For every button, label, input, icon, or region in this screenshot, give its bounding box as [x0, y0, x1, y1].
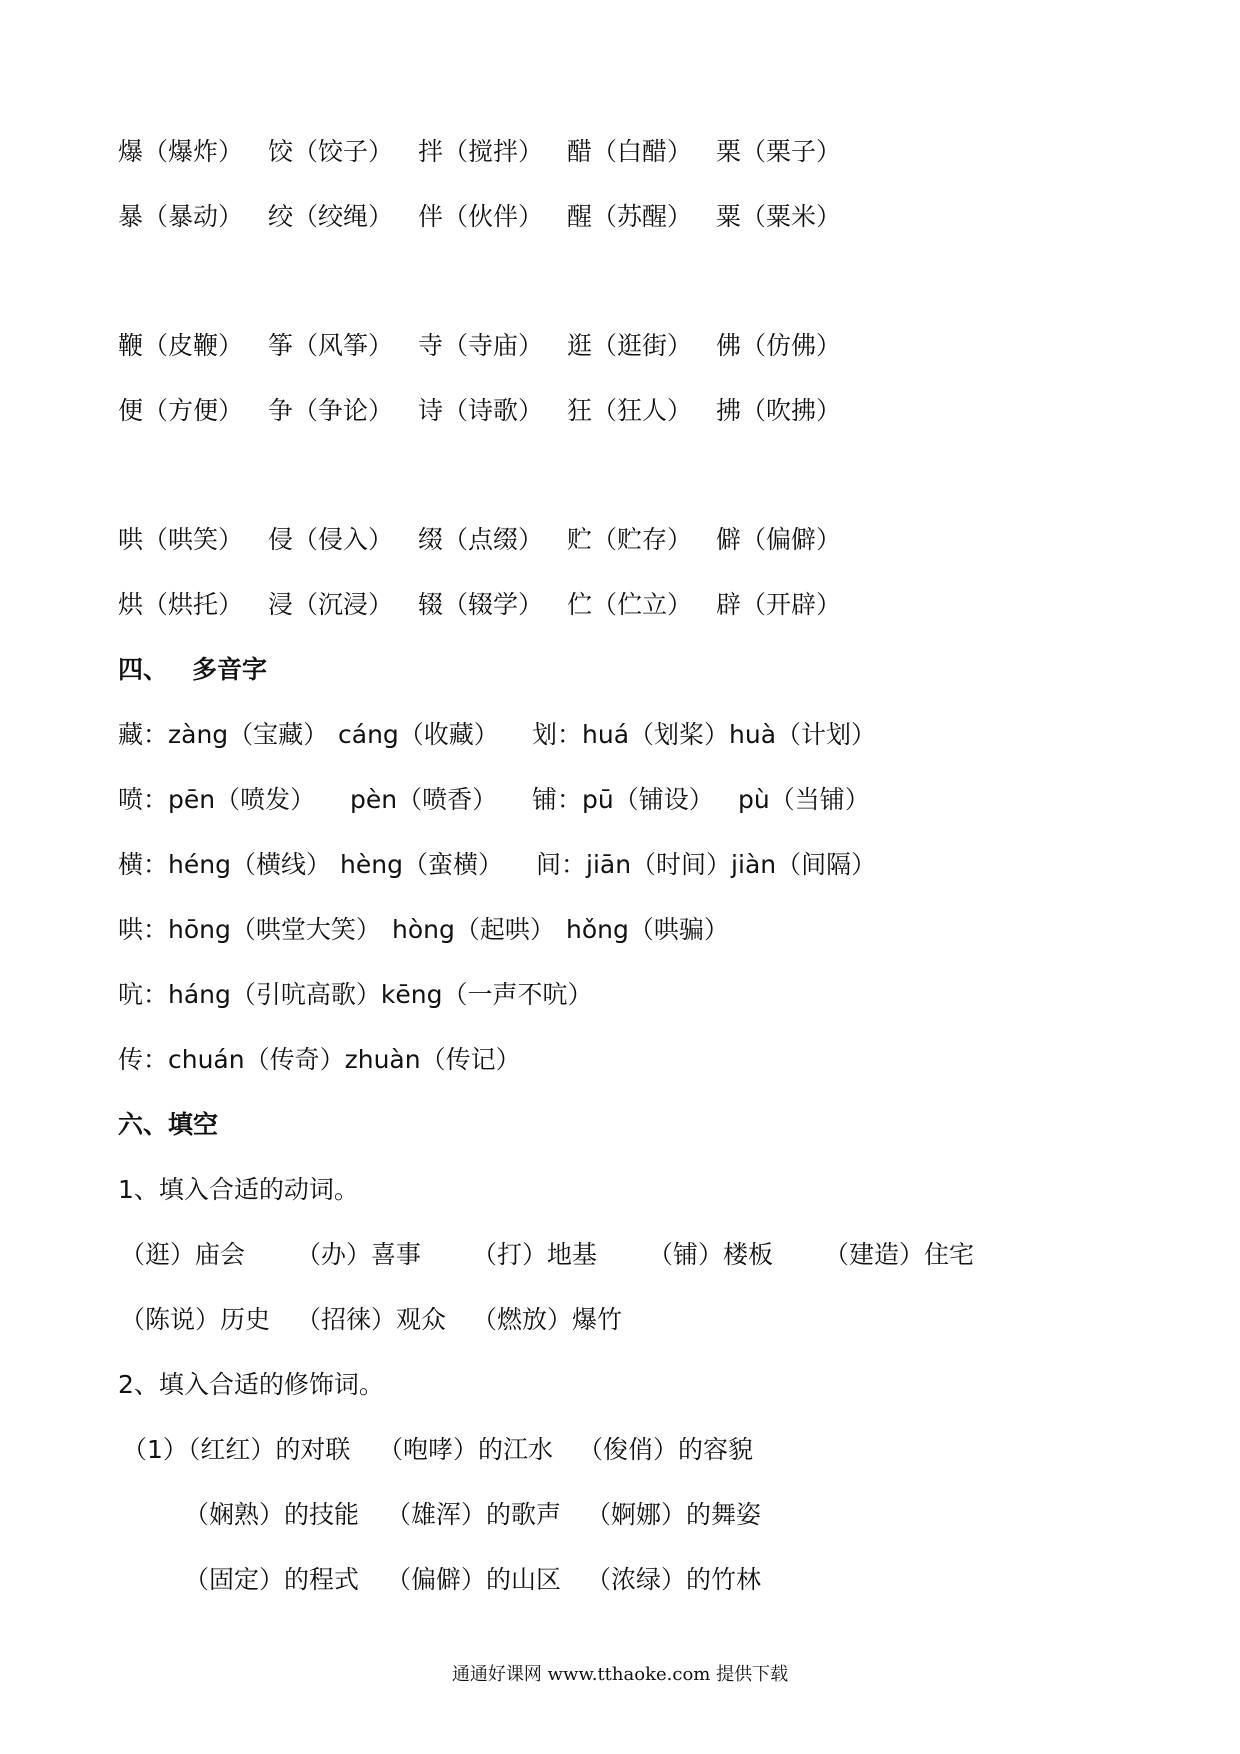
answer-entry: （咆哮）的江水 — [378, 1435, 554, 1464]
char-entry: 醋（白醋） — [567, 137, 693, 166]
char-entry: 贮（贮存） — [567, 525, 693, 554]
char-entry: 诗（诗歌） — [418, 396, 544, 425]
polyphone-entry: cáng（收藏） — [338, 720, 499, 749]
char-entry: 伴（伙伴） — [418, 202, 544, 231]
char-entry: 筝（风筝） — [268, 331, 394, 360]
char-entry: 暴（暴动） — [118, 202, 244, 231]
char-entry: 拌（搅拌） — [418, 137, 544, 166]
char-entry: 伫（伫立） — [567, 590, 693, 619]
char-entry: 佛（仿佛） — [716, 331, 842, 360]
answer-entry: （铺）楼板 — [648, 1240, 774, 1269]
char-entry: 哄（哄笑） — [118, 525, 244, 554]
polyphone-entry: 间：jiān（时间）jiàn（间隔） — [536, 850, 877, 879]
polyphone-entry: 横：héng（横线） — [118, 850, 331, 879]
answer-entry: （俊俏）的容貌 — [578, 1435, 754, 1464]
polyphone-entry: 传：chuán（传奇）zhuàn（传记） — [118, 1045, 521, 1074]
answer-entry: （办）喜事 — [296, 1240, 422, 1269]
char-entry: 饺（饺子） — [268, 137, 394, 166]
section-number: 四、 — [118, 655, 169, 684]
polyphone-entry: 划：huá（划桨）huà（计划） — [532, 720, 877, 749]
answer-entry: （逛）庙会 — [120, 1240, 246, 1269]
answer-entry: （浓绿）的竹林 — [586, 1565, 762, 1594]
char-entry: 便（方便） — [118, 396, 244, 425]
page-footer: 通通好课网 www.tthaoke.com 提供下载 — [451, 1664, 789, 1685]
polyphone-entry: hòng（起哄） — [392, 915, 555, 944]
answer-entry: （偏僻）的山区 — [386, 1565, 562, 1594]
char-entry: 鞭（皮鞭） — [118, 331, 244, 360]
char-entry: 醒（苏醒） — [567, 202, 693, 231]
question-prompt: 2、填入合适的修饰词。 — [118, 1370, 384, 1399]
answer-entry: （建造）住宅 — [824, 1240, 975, 1269]
char-entry: 侵（侵入） — [268, 525, 394, 554]
answer-entry: （燃放）爆竹 — [472, 1305, 623, 1334]
char-entry: 浸（沉浸） — [268, 590, 394, 619]
answer-entry: （1）（红红）的对联 — [122, 1435, 351, 1464]
section-title: 六、填空 — [118, 1110, 219, 1139]
answer-entry: （招徕）观众 — [296, 1305, 447, 1334]
polyphone-entry: 哄：hōng（哄堂大笑） — [118, 915, 381, 944]
polyphone-entry: 铺：pū（铺设） — [532, 785, 714, 814]
answer-entry: （雄浑）的歌声 — [386, 1500, 562, 1529]
char-entry: 粟（粟米） — [716, 202, 842, 231]
polyphone-entry: 吭：háng（引吭高歌）kēng（一声不吭） — [118, 980, 593, 1009]
char-entry: 寺（寺庙） — [418, 331, 544, 360]
char-entry: 狂（狂人） — [567, 396, 693, 425]
char-entry: 缀（点缀） — [418, 525, 544, 554]
char-entry: 爆（爆炸） — [118, 137, 244, 166]
char-entry: 僻（偏僻） — [716, 525, 842, 554]
char-entry: 辟（开辟） — [716, 590, 842, 619]
char-entry: 辍（辍学） — [418, 590, 544, 619]
char-entry: 栗（栗子） — [716, 137, 842, 166]
polyphone-entry: 藏：zàng（宝藏） — [118, 720, 329, 749]
char-entry: 烘（烘托） — [118, 590, 244, 619]
polyphone-entry: pèn（喷香） — [350, 785, 498, 814]
answer-entry: （固定）的程式 — [184, 1565, 360, 1594]
answer-entry: （婀娜）的舞姿 — [586, 1500, 762, 1529]
section-title: 多音字 — [192, 655, 268, 684]
polyphone-entry: 喷：pēn（喷发） — [118, 785, 316, 814]
polyphone-entry: hèng（蛮横） — [340, 850, 503, 879]
char-entry: 逛（逛街） — [567, 331, 693, 360]
char-entry: 拂（吹拂） — [716, 396, 842, 425]
char-entry: 争（争论） — [268, 396, 394, 425]
answer-entry: （娴熟）的技能 — [184, 1500, 360, 1529]
answer-entry: （打）地基 — [472, 1240, 598, 1269]
char-entry: 绞（绞绳） — [268, 202, 394, 231]
polyphone-entry: hǒng（哄骗） — [566, 915, 729, 944]
question-prompt: 1、填入合适的动词。 — [118, 1175, 359, 1204]
polyphone-entry: pù（当铺） — [738, 785, 870, 814]
answer-entry: （陈说）历史 — [120, 1305, 271, 1334]
